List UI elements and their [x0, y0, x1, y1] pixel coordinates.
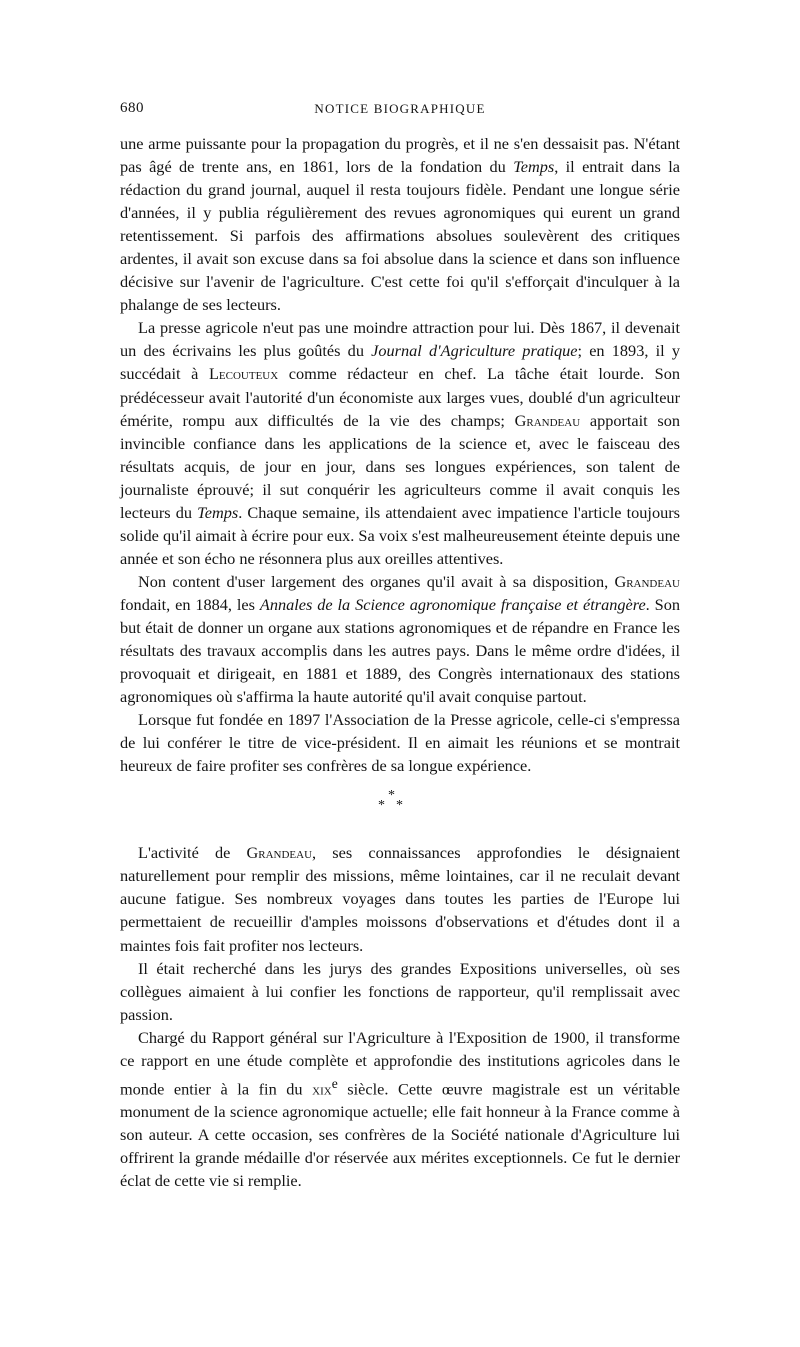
- text-run: Il était recherché dans les jurys des grandes Expositions universelles, où ses collègues aimaient à lui confier les fonctions de rapporteur, qu'il remplissait avec passion.: [120, 958, 680, 1024]
- paragraph: [120, 957, 680, 1026]
- paragraph: [120, 316, 680, 570]
- text-run: apportait son invincible confiance dans les applications de la science et, avec le faisceau des résultats acquis, de jour en jour, dans ses longues expériences, son talent de journaliste éprouvé; il sut conquérir les agriculteurs comme il avait conquis les lecteurs du: [120, 410, 680, 522]
- italic-text: Temps: [197, 502, 239, 522]
- small-caps-name: xix: [312, 1079, 332, 1099]
- small-caps-name: Grandeau: [246, 843, 313, 863]
- separator-star: *: [396, 798, 403, 814]
- text-run: fondait, en 1884, les: [120, 594, 260, 614]
- text-run: Chargé du Rapport général sur l'Agriculture à l'Exposition de 1900, il transforme ce rapport en une étude complète et approfondie des institutions agricoles dans le monde entier à la fin du: [120, 1027, 680, 1099]
- separator-star: *: [378, 798, 385, 814]
- text-run: Lorsque fut fondée en 1897 l'Association de la Presse agricole, celle-ci s'empressa de lui conférer le titre de vice-président. Il en aimait les réunions et se montrait heureux de faire profiter ses confrères de sa longue expérience.: [120, 710, 680, 776]
- text-run: , ses connaissances approfondies le désignaient naturellement pour remplir des missions, même lointaines, car il ne reculait devant aucune fatigue. Ses nombreux voyages dans toutes les parties de l'Europe lui permettaient de recueillir d'amples moissons d'observations et d'études dont il a maintes fois fait profiter nos lecteurs.: [120, 843, 680, 955]
- page-number: 680: [120, 100, 144, 116]
- paragraph: [120, 132, 680, 316]
- text-run: Non content d'user largement des organes qu'il avait à sa disposition,: [138, 571, 615, 591]
- body-text: [120, 132, 680, 1192]
- text-run: La presse agricole n'eut pas une moindre attraction pour lui. Dès 1867, il devenait un des écrivains les plus goûtés du: [120, 318, 680, 361]
- small-caps-name: Grandeau: [514, 410, 581, 430]
- section-separator: [120, 777, 680, 837]
- paragraph: [120, 570, 680, 708]
- superscript: e: [331, 1075, 338, 1091]
- text-run: ; en 1893, il y succédait à: [120, 341, 680, 384]
- separator-star: *: [388, 788, 395, 804]
- italic-text: Journal d'Agriculture pratique: [371, 341, 578, 361]
- paragraph: [120, 1026, 680, 1193]
- text-run: L'activité de: [138, 843, 247, 863]
- paragraph: [120, 841, 680, 956]
- italic-text: Temps: [513, 157, 555, 177]
- text-run: . Son but était de donner un organe aux stations agronomiques et de répandre en France les résultats des travaux accomplis dans les autres pays. Dans le même ordre d'idées, il provoquait et dirigeait, en 1881 et 1889, des Congrès internationaux des stations agronomiques où s'affirma la haute autorité qu'il avait conquise partout.: [120, 594, 680, 707]
- page-header: [120, 100, 680, 124]
- text-run: , il entrait dans la rédaction du grand journal, auquel il resta toujours fidèle. Pendant une longue série d'années, il y publia régulièrement des revues agronomiques qui eurent un grand retentissement. Si parfois des affirmations absolues soulevèrent des critiques ardentes, il avait son excuse dans sa foi absolue dans la science et dans son influence décisive sur l'avenir de l'agriculture. C'est cette foi qu'il s'efforçait d'inculquer à la phalange de ses lecteurs.: [120, 157, 681, 315]
- small-caps-name: Lecouteux: [208, 364, 279, 384]
- small-caps-name: Grandeau: [614, 571, 680, 591]
- running-title: NOTICE BIOGRAPHIQUE: [314, 101, 486, 116]
- text-run: . Chaque semaine, ils attendaient avec impatience l'article toujours solide qu'il aimait à écrire pour eux. Sa voix s'est malheureusement éteinte depuis une année et son écho ne résonnera plus aux oreilles attentives.: [120, 502, 680, 568]
- paragraph: [120, 708, 680, 777]
- text-run: une arme puissante pour la propagation du progrès, et il ne s'en dessaisit pas. N'étant pas âgé de trente ans, en 1861, lors de la fondation du: [120, 134, 680, 177]
- text-run: siècle. Cette œuvre magistrale est un véritable monument de la science agronomique actuelle; elle fait honneur à la France comme à son auteur. A cette occasion, ses confrères de la Société nationale d'Agriculture lui offrirent la grande médaille d'or réservée aux mérites exceptionnels. Ce fut le dernier éclat de cette vie si remplie.: [120, 1079, 680, 1191]
- text-run: comme rédacteur en chef. La tâche était lourde. Son prédécesseur avait l'autorité d'un économiste aux larges vues, doublé d'un agriculteur émérite, rompu aux difficultés de la vie des champs;: [120, 364, 680, 430]
- italic-text: Annales de la Science agronomique française et étrangère: [259, 594, 646, 614]
